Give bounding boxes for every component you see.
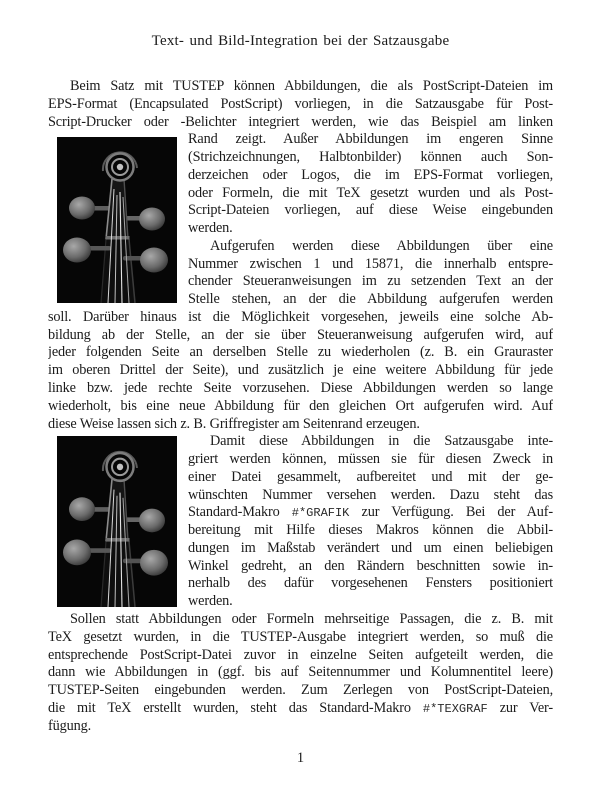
text-run: dann wie Abbildungen in (ggf. bis auf Seitennummer und Kolumnentitel leere) <box>48 664 553 681</box>
text-line <box>188 220 553 238</box>
macro-name-code: #*GRAFIK <box>291 506 350 521</box>
text-run: EPS-Format (Encapsulated PostScript) vorliegen, in die Satzausgabe für Post- <box>48 95 553 112</box>
text-line <box>188 131 553 149</box>
text-line <box>188 575 553 593</box>
text-line <box>188 540 553 558</box>
text-line <box>188 256 553 274</box>
text-run: Rand zeigt. Außer Abbildungen im engeren Sinne <box>188 131 553 148</box>
text-run: bereitung mit Hilfe dieses Makros können die Abbil- <box>188 522 553 539</box>
text-line <box>48 700 553 718</box>
text-run: Nummer zwischen 1 und 15871, die innerhalb entspre- <box>188 255 553 272</box>
text-line <box>48 380 553 398</box>
text-line <box>188 291 553 309</box>
text-run: bildung ab der Stelle, an der sie über Steueranweisung aufgerufen wird, auf <box>48 326 553 343</box>
text-run: TeX gesetzt wurden, in die TUSTEP-Ausgabe integriert werden, so muß die <box>48 628 553 645</box>
text-line <box>48 114 553 132</box>
text-run: wünschten Nummer versehen werden. Dazu steht das <box>188 486 553 503</box>
text-line <box>188 185 553 203</box>
text-line <box>48 647 553 665</box>
text-line <box>188 558 553 576</box>
page-title: Text- und Bild-Integration bei der Satzausgabe <box>151 33 450 49</box>
text-line <box>188 433 553 451</box>
page-number: 1 <box>296 750 305 766</box>
text-run: zur Ver- <box>487 699 553 716</box>
text-run: einer Datei gesammelt, aufbereitet und mit der ge- <box>188 468 553 485</box>
text-run: nerhalb des dafür vorgesehenen Fensters positioniert <box>188 575 553 592</box>
macro-name-code: #*TEXGRAF <box>422 701 488 716</box>
text-line <box>48 362 553 380</box>
text-run: jeder folgenden Seite an derselben Stelle zu wiederholen (z. B. ein Grauraster <box>48 344 553 361</box>
violin-scroll-figure-1 <box>57 137 177 303</box>
text-run: linke bzw. jede rechte Seite vorzusehen. Diese Abbildungen werden so lange <box>48 380 553 397</box>
text-run: fügung. <box>48 717 92 734</box>
text-run: entsprechende PostScript-Datei zuvor in einzelne Seiten aufgeteilt werden, die <box>48 646 553 663</box>
text-line <box>48 344 553 362</box>
text-line <box>48 664 553 682</box>
text-run: im oberen Drittel der Seite), und zusätzlich je eine weitere Abbildung für jede <box>48 362 553 379</box>
text-line <box>188 202 553 220</box>
text-line <box>188 593 553 611</box>
text-line <box>48 416 553 434</box>
text-run: (Strichzeichnungen, Halbtonbilder) können auch Son- <box>188 149 553 166</box>
text-run: Script-Dateien vorliegen, auf diese Weise eingebunden <box>188 202 553 219</box>
text-line <box>188 149 553 167</box>
text-line <box>188 522 553 540</box>
text-run: Script-Drucker oder -Belichter integriert werden, wie das Beispiel am linken <box>48 113 553 130</box>
text-line <box>48 96 553 114</box>
text-run: die mit TeX erstellt wurden, steht das Standard-Makro <box>48 699 423 716</box>
text-run: Winkel gedreht, an den Rändern beschnitten sowie in- <box>188 557 553 574</box>
violin-scroll-image <box>57 137 177 303</box>
text-run: diese Weise lassen sich z. B. Griffregister am Seitenrand erzeugen. <box>48 415 420 432</box>
violin-scroll-figure-2 <box>57 436 177 607</box>
text-line <box>48 682 553 700</box>
text-line <box>48 611 553 629</box>
text-run: Aufgerufen werden diese Abbildungen über eine <box>210 237 553 254</box>
text-run: wiederholt, bis eine neue Abbildung für den gleichen Ort aufgerufen wird. Auf <box>48 397 553 414</box>
text-run: soll. Darüber hinaus ist die Möglichkeit vorgesehen, jeweils eine solche Ab- <box>48 308 553 325</box>
text-line <box>188 238 553 256</box>
text-line <box>48 629 553 647</box>
text-line <box>48 398 553 416</box>
text-run: werden. <box>188 593 233 610</box>
text-run: oder Formeln, die mit TeX gesetzt wurden und als Post- <box>188 184 553 201</box>
text-line <box>188 469 553 487</box>
text-run: dungen im Maßstab verändert und um einen beliebigen <box>188 539 553 556</box>
text-run: TUSTEP-Seiten eingebunden werden. Zum Zerlegen von PostScript-Dateien, <box>48 682 553 699</box>
text-run: Beim Satz mit TUSTEP können Abbildungen, die als PostScript-Dateien im <box>70 78 553 94</box>
text-run: zur Verfügung. Bei der Auf- <box>349 504 553 521</box>
text-run: Damit diese Abbildungen in die Satzausgabe inte- <box>210 433 553 450</box>
text-run: chender Steueranweisungen im zu setzenden Text an der <box>188 273 553 290</box>
text-run: griert werden können, müssen sie für diesen Zweck in <box>188 451 553 468</box>
text-line <box>48 718 553 736</box>
text-run: Stelle stehen, an der die Abbildung aufgerufen werden <box>188 291 553 308</box>
text-line <box>188 273 553 291</box>
text-line <box>188 451 553 469</box>
text-run: Standard-Makro <box>188 504 292 521</box>
violin-scroll-image <box>57 436 177 607</box>
text-run: derzeichen oder Logos, die im EPS-Format vorliegen, <box>188 166 553 183</box>
text-line <box>188 167 553 185</box>
text-line <box>48 327 553 345</box>
text-line <box>188 504 553 522</box>
text-run: Sollen statt Abbildungen oder Formeln mehrseitige Passagen, die z. B. mit <box>70 610 553 627</box>
text-line <box>48 309 553 327</box>
text-run: werden. <box>188 220 233 237</box>
text-line <box>188 487 553 505</box>
text-line <box>48 78 553 96</box>
